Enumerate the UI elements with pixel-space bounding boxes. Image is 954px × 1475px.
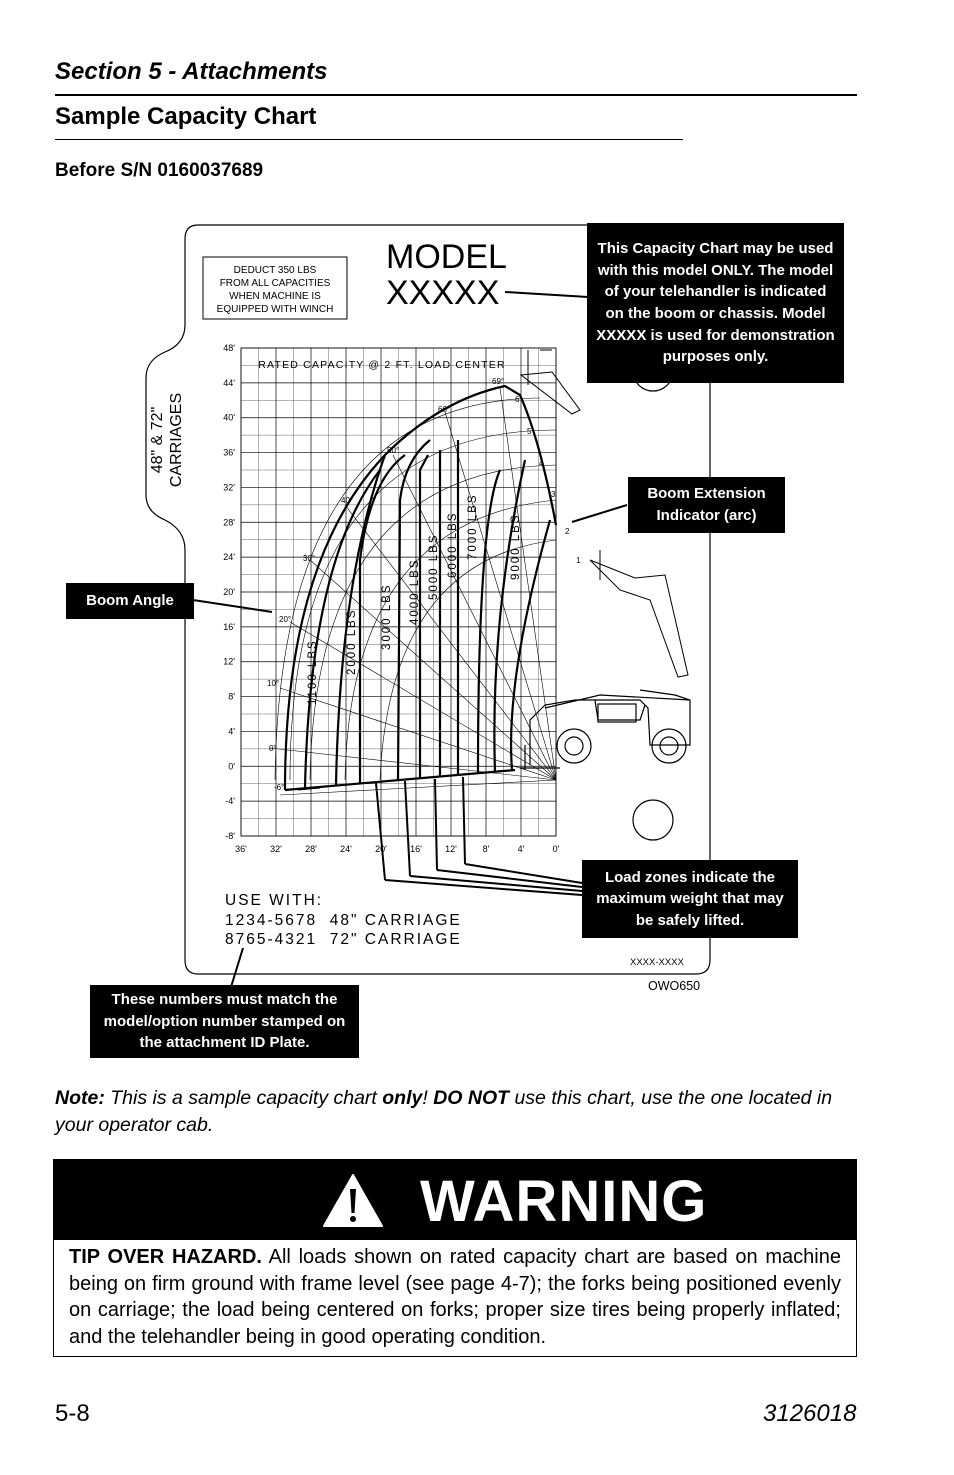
x-tick-label: 8' — [482, 844, 490, 854]
decal-code: XXXX-XXXX — [630, 957, 684, 968]
load-zone-label: 9000 LBS — [510, 513, 522, 580]
deduct-line: EQUIPPED WITH WINCH — [216, 304, 334, 315]
note-paragraph — [55, 1085, 855, 1139]
note-only: only — [382, 1087, 423, 1109]
x-tick-label: 12' — [445, 844, 457, 854]
warning-body: All loads shown on rated capacity chart are based on machine being on firm ground with frame level (see page 4-7); the forks being positioned evenly on carriage; the load being centered on forks; proper size tires being properly inflated; and the telehandler being in good operating condition. — [69, 1246, 841, 1348]
note-text: This is a sample capacity chart — [104, 1087, 383, 1109]
x-tick-label: 16' — [410, 844, 422, 854]
document-number: 3126018 — [763, 1400, 857, 1427]
angle-label: 20° — [279, 615, 292, 624]
angle-label: 60° — [438, 405, 451, 414]
angle-label: -6° — [274, 783, 285, 792]
x-tick-label: 32' — [270, 844, 282, 854]
deduct-line: WHEN MACHINE IS — [229, 291, 321, 302]
extension-labels — [515, 395, 581, 565]
x-tick-label: 28' — [305, 844, 317, 854]
y-tick-label: 24' — [223, 552, 235, 563]
serial-heading: Before S/N 0160037689 — [55, 160, 264, 181]
carriage-label: CARRIAGES — [168, 392, 185, 488]
y-tick-label: 0' — [228, 761, 235, 772]
note-donot: DO NOT — [433, 1087, 510, 1109]
extension-label: 5 — [527, 427, 532, 436]
page-number: 5-8 — [55, 1400, 90, 1427]
leader-lines — [193, 292, 627, 987]
x-tick-label: 0' — [552, 844, 560, 854]
callout-load-zones: Load zones indicate the maximum weight that may be safely lifted. — [582, 860, 798, 938]
extension-label: 1 — [576, 556, 581, 565]
x-tick-label: 24' — [340, 844, 352, 854]
x-tick-label: 4' — [517, 844, 525, 854]
figure-id: OWO650 — [648, 979, 701, 993]
x-tick-label: 20' — [375, 844, 387, 854]
rated-title: RATED CAPACITY @ 2 FT. LOAD CENTER — [258, 359, 506, 371]
model-label: MODEL — [386, 238, 507, 276]
callout-boom-angle: Boom Angle — [66, 583, 194, 619]
load-zone-labels — [307, 493, 522, 705]
x-tick-label: 36' — [235, 844, 247, 854]
deduct-line: DEDUCT 350 LBS — [233, 265, 317, 276]
mount-hole-bottom — [633, 800, 673, 840]
warning-triangle-icon — [322, 1173, 384, 1228]
y-tick-label: 36' — [223, 447, 235, 458]
section-title: Section 5 - Attachments — [55, 58, 328, 85]
angle-label: 0° — [269, 744, 277, 753]
y-tick-label: 44' — [223, 377, 235, 388]
y-tick-label: 4' — [228, 726, 235, 737]
use-with-title: USE WITH: — [225, 892, 324, 909]
warning-header — [54, 1160, 856, 1240]
y-tick-label: 28' — [223, 517, 235, 528]
warning-word: WARNING — [420, 1169, 708, 1234]
y-tick-label: 40' — [223, 412, 235, 423]
y-tick-label: 16' — [223, 621, 235, 632]
callout-numbers: These numbers must match the model/option number stamped on the attachment ID Plate. — [90, 985, 359, 1058]
deduct-line: FROM ALL CAPACITIES — [219, 278, 331, 289]
use-with-line: 1234-5678 48" CARRIAGE — [225, 912, 462, 929]
y-tick-label: 8' — [228, 691, 235, 702]
load-zone-label: 4000 LBS — [409, 558, 421, 625]
carriage-label: 48" & 72" — [149, 406, 166, 474]
load-zone-label: 7000 LBS — [467, 493, 479, 560]
angle-label: 50° — [387, 446, 400, 455]
extension-label: 3 — [551, 490, 556, 499]
load-zone-label: 2000 LBS — [346, 608, 358, 675]
warning-hazard: TIP OVER HAZARD. — [69, 1246, 262, 1268]
page-title: Sample Capacity Chart — [55, 103, 317, 130]
extension-label: 2 — [565, 527, 570, 536]
load-zone-label: 5000 LBS — [428, 533, 440, 600]
y-tick-label: -4' — [225, 796, 235, 807]
y-tick-label: -8' — [225, 831, 235, 841]
extension-label: 4 — [539, 459, 544, 468]
note-text: use this chart, use the one located in your operator cab. — [55, 1087, 833, 1136]
note-text: ! — [422, 1087, 434, 1109]
note-label: Note: — [55, 1087, 105, 1109]
extension-label: 6 — [515, 395, 520, 404]
warning-text — [69, 1244, 841, 1350]
telehandler-illustration — [520, 690, 690, 770]
y-tick-label: 20' — [223, 587, 235, 597]
angle-label: 69° — [492, 377, 505, 386]
angle-label: 40° — [341, 496, 354, 505]
use-with-line: 8765-4321 72" CARRIAGE — [225, 931, 462, 948]
load-zone-label: 3000 LBS — [381, 583, 393, 650]
angle-label: 30° — [303, 554, 316, 563]
y-tick-label: 32' — [223, 482, 235, 493]
y-tick-label: 12' — [223, 656, 235, 667]
model-number: XXXXX — [386, 274, 500, 312]
callout-boom-extension: Boom Extension Indicator (arc) — [628, 477, 785, 533]
load-zone-label: 1100 LBS — [307, 639, 319, 705]
load-zone-label: 6000 LBS — [447, 511, 459, 578]
y-tick-label: 48' — [223, 343, 235, 353]
callout-model: This Capacity Chart may be used with this model ONLY. The model of your telehandler is indicated on the boom or chassis. Model XXXXX is used for demonstration purposes only. — [587, 223, 844, 383]
angle-label: 10° — [267, 679, 280, 688]
